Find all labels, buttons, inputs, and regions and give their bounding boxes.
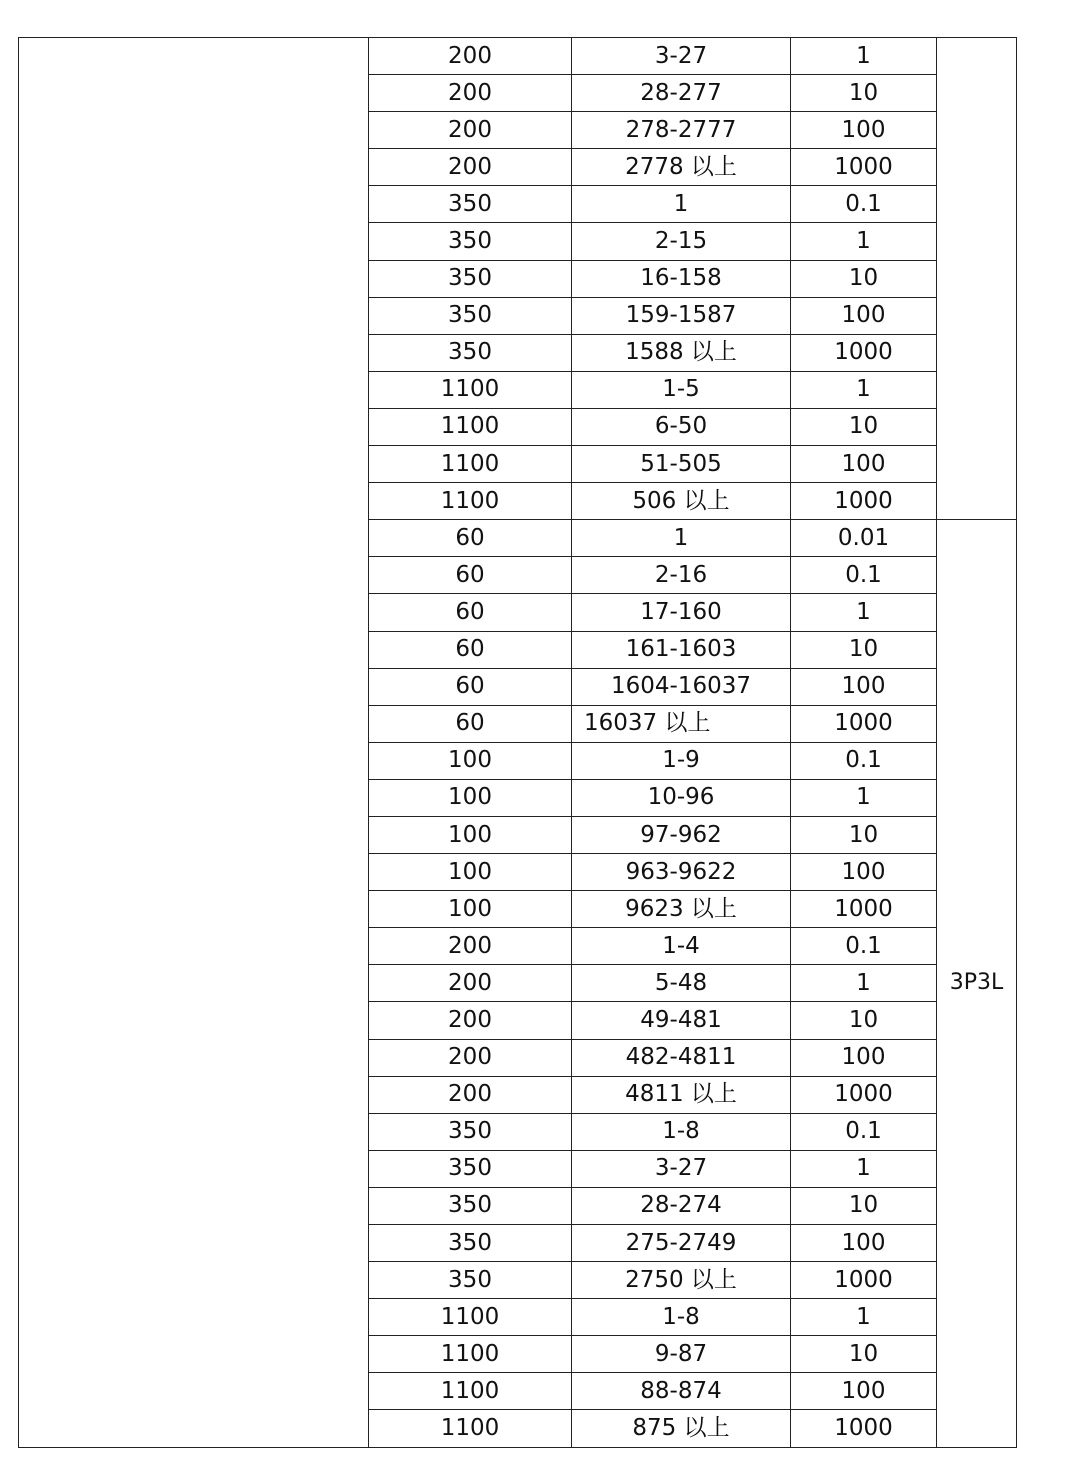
value-cell: 350 <box>369 223 572 260</box>
step-cell: 1 <box>791 38 937 75</box>
range-cell: 1604-16037 <box>572 668 791 705</box>
range-cell: 2778 以上 <box>572 149 791 186</box>
value-cell: 60 <box>369 705 572 742</box>
value-cell: 350 <box>369 1262 572 1299</box>
value-cell: 1100 <box>369 1336 572 1373</box>
step-cell: 10 <box>791 631 937 668</box>
blank-first-column <box>19 38 369 1448</box>
step-cell: 100 <box>791 1225 937 1262</box>
table-row <box>19 38 1017 75</box>
value-cell: 350 <box>369 1225 572 1262</box>
range-cell: 1-5 <box>572 371 791 408</box>
range-cell: 1588 以上 <box>572 334 791 371</box>
value-cell: 200 <box>369 1002 572 1039</box>
step-cell: 10 <box>791 1336 937 1373</box>
step-cell: 1 <box>791 594 937 631</box>
value-cell: 100 <box>369 891 572 928</box>
value-cell: 350 <box>369 297 572 334</box>
step-cell: 1 <box>791 1299 937 1336</box>
value-cell: 200 <box>369 149 572 186</box>
step-cell: 1000 <box>791 1076 937 1113</box>
range-cell: 3-27 <box>572 1150 791 1187</box>
value-cell: 200 <box>369 965 572 1002</box>
value-cell: 60 <box>369 594 572 631</box>
step-cell: 1 <box>791 1150 937 1187</box>
step-cell: 100 <box>791 668 937 705</box>
range-cell: 51-505 <box>572 446 791 483</box>
value-cell: 350 <box>369 1150 572 1187</box>
value-cell: 1100 <box>369 483 572 520</box>
step-cell: 100 <box>791 854 937 891</box>
value-cell: 350 <box>369 1113 572 1150</box>
range-cell: 16037 以上 <box>572 705 791 742</box>
value-cell: 200 <box>369 75 572 112</box>
value-cell: 200 <box>369 38 572 75</box>
step-cell: 0.1 <box>791 1113 937 1150</box>
range-cell: 10-96 <box>572 779 791 816</box>
step-cell: 1 <box>791 223 937 260</box>
range-cell: 159-1587 <box>572 297 791 334</box>
range-cell: 4811 以上 <box>572 1076 791 1113</box>
step-cell: 1000 <box>791 334 937 371</box>
value-cell: 60 <box>369 520 572 557</box>
range-cell: 506 以上 <box>572 483 791 520</box>
step-cell: 1 <box>791 965 937 1002</box>
value-cell: 1100 <box>369 371 572 408</box>
value-cell: 200 <box>369 112 572 149</box>
value-cell: 100 <box>369 816 572 853</box>
spec-table <box>18 37 1017 1448</box>
range-cell: 3-27 <box>572 38 791 75</box>
range-cell: 28-277 <box>572 75 791 112</box>
value-cell: 1100 <box>369 446 572 483</box>
value-cell: 1100 <box>369 408 572 445</box>
step-cell: 1 <box>791 371 937 408</box>
range-cell: 278-2777 <box>572 112 791 149</box>
step-cell: 100 <box>791 112 937 149</box>
step-cell: 10 <box>791 75 937 112</box>
range-cell: 1-4 <box>572 928 791 965</box>
step-cell: 1000 <box>791 149 937 186</box>
step-cell: 1000 <box>791 891 937 928</box>
value-cell: 100 <box>369 742 572 779</box>
range-cell: 2750 以上 <box>572 1262 791 1299</box>
step-cell: 10 <box>791 408 937 445</box>
range-cell: 88-874 <box>572 1373 791 1410</box>
value-cell: 60 <box>369 631 572 668</box>
group-label-cell <box>937 38 1017 520</box>
range-cell: 6-50 <box>572 408 791 445</box>
range-cell: 482-4811 <box>572 1039 791 1076</box>
value-cell: 60 <box>369 668 572 705</box>
range-cell: 49-481 <box>572 1002 791 1039</box>
range-cell: 2-15 <box>572 223 791 260</box>
value-cell: 100 <box>369 854 572 891</box>
step-cell: 100 <box>791 446 937 483</box>
spec-table-body <box>19 38 1017 1448</box>
value-cell: 1100 <box>369 1410 572 1447</box>
value-cell: 350 <box>369 186 572 223</box>
step-cell: 0.1 <box>791 186 937 223</box>
step-cell: 1000 <box>791 1262 937 1299</box>
step-cell: 1000 <box>791 483 937 520</box>
range-cell: 1-8 <box>572 1113 791 1150</box>
value-cell: 1100 <box>369 1373 572 1410</box>
value-cell: 350 <box>369 1187 572 1224</box>
range-cell: 28-274 <box>572 1187 791 1224</box>
range-cell: 16-158 <box>572 260 791 297</box>
value-cell: 100 <box>369 779 572 816</box>
range-cell: 161-1603 <box>572 631 791 668</box>
value-cell: 200 <box>369 928 572 965</box>
range-cell: 5-48 <box>572 965 791 1002</box>
range-cell: 1 <box>572 186 791 223</box>
range-cell: 17-160 <box>572 594 791 631</box>
range-cell: 2-16 <box>572 557 791 594</box>
step-cell: 0.01 <box>791 520 937 557</box>
range-cell: 9623 以上 <box>572 891 791 928</box>
value-cell: 1100 <box>369 1299 572 1336</box>
step-cell: 100 <box>791 1373 937 1410</box>
range-cell: 97-962 <box>572 816 791 853</box>
group-label-cell: 3P3L <box>937 520 1017 1447</box>
value-cell: 350 <box>369 334 572 371</box>
step-cell: 10 <box>791 1002 937 1039</box>
value-cell: 60 <box>369 557 572 594</box>
step-cell: 100 <box>791 1039 937 1076</box>
value-cell: 200 <box>369 1039 572 1076</box>
value-cell: 350 <box>369 260 572 297</box>
step-cell: 100 <box>791 297 937 334</box>
step-cell: 1 <box>791 779 937 816</box>
step-cell: 0.1 <box>791 928 937 965</box>
step-cell: 0.1 <box>791 557 937 594</box>
range-cell: 1 <box>572 520 791 557</box>
step-cell: 1000 <box>791 1410 937 1447</box>
range-cell: 1-8 <box>572 1299 791 1336</box>
step-cell: 0.1 <box>791 742 937 779</box>
range-cell: 275-2749 <box>572 1225 791 1262</box>
value-cell: 200 <box>369 1076 572 1113</box>
step-cell: 10 <box>791 260 937 297</box>
step-cell: 10 <box>791 816 937 853</box>
range-cell: 1-9 <box>572 742 791 779</box>
range-cell: 9-87 <box>572 1336 791 1373</box>
range-cell: 875 以上 <box>572 1410 791 1447</box>
step-cell: 10 <box>791 1187 937 1224</box>
step-cell: 1000 <box>791 705 937 742</box>
range-cell: 963-9622 <box>572 854 791 891</box>
